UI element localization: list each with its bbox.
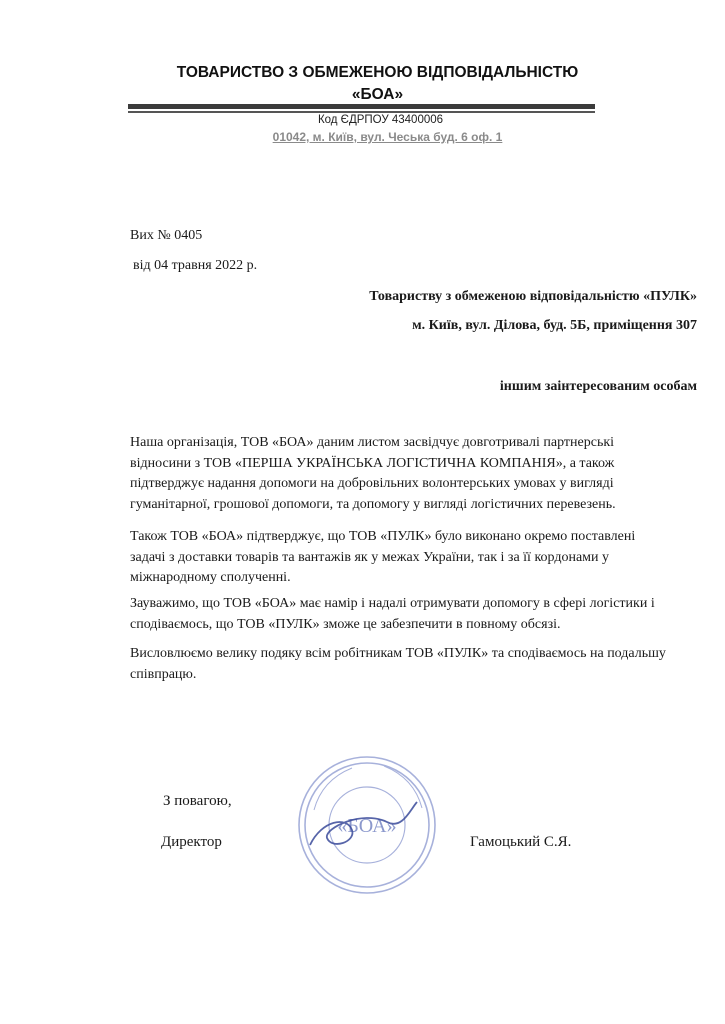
paragraph-line: гуманітарної, грошової допомоги, та допомогу у вигляді логістичних перевезень. [130,496,616,512]
company-short-name: «БОА» [351,86,404,103]
paragraph-line: підтверджує надання допомоги на добровільних волонтерських умовах у вигляді [130,476,614,491]
paragraph-line: задачі з доставки товарів та вантажів як у межах України, так і за її кордонами у [130,549,610,565]
signer-name: Гамоцький С.Я. [470,834,572,850]
company-name-line: ТОВАРИСТВО З ОБМЕЖЕНОЮ ВІДПОВІДАЛЬНІСТЮ [176,64,579,81]
letterhead-thin-rule [128,111,595,113]
paragraph-partnership [130,433,690,515]
recipient-name: Товариству з обмеженою відповідальністю «ПУЛК» [369,289,697,304]
paragraph-line: співпрацю. [130,666,197,682]
paragraph-line: відносини з ТОВ «ПЕРША УКРАЇНСЬКА ЛОГІСТИЧНА КОМПАНІЯ», а також [130,455,615,471]
paragraph-line: міжнародному сполученні. [130,570,291,585]
paragraph-line: Висловлюємо велику подяку всім робітникам ТОВ «ПУЛК» та сподіваємось на подальшу [130,646,666,661]
other-recipients: іншим заінтересованим особам [499,379,697,394]
paragraph-line: сподіваємось, що ТОВ «ПУЛК» зможе це забезпечити в повному обсязі. [130,616,561,632]
paragraph-confirmation [130,527,690,589]
letter-date: від 04 травня 2022 р. [133,258,258,273]
paragraph-line: Наша організація, ТОВ «БОА» даним листом засвідчує довготривалі партнерські [130,435,615,450]
stamp-text: «БОА» [337,815,397,837]
paragraph-line: Також ТОВ «БОА» підтверджує, що ТОВ «ПУЛК» було виконано окремо поставлені [130,529,636,544]
company-address: 01042, м. Київ, вул. Чеська буд. 6 оф. 1 [272,130,503,144]
outgoing-number: Вих № 0405 [130,228,203,243]
signer-position: Директор [161,834,222,850]
recipient-address: м. Київ, вул. Ділова, буд. 5Б, приміщення 307 [412,318,697,333]
edrpou-code: Код ЄДРПОУ 43400006 [317,114,444,126]
paragraph-intent [130,594,690,635]
company-stamp [292,750,442,900]
letterhead-thick-rule [128,104,595,109]
letterhead-title [0,62,725,106]
paragraph-gratitude [130,644,690,685]
closing-phrase: З повагою, [163,793,232,809]
paragraph-line: Зауважимо, що ТОВ «БОА» має намір і надалі отримувати допомогу в сфері логістики і [130,596,655,611]
